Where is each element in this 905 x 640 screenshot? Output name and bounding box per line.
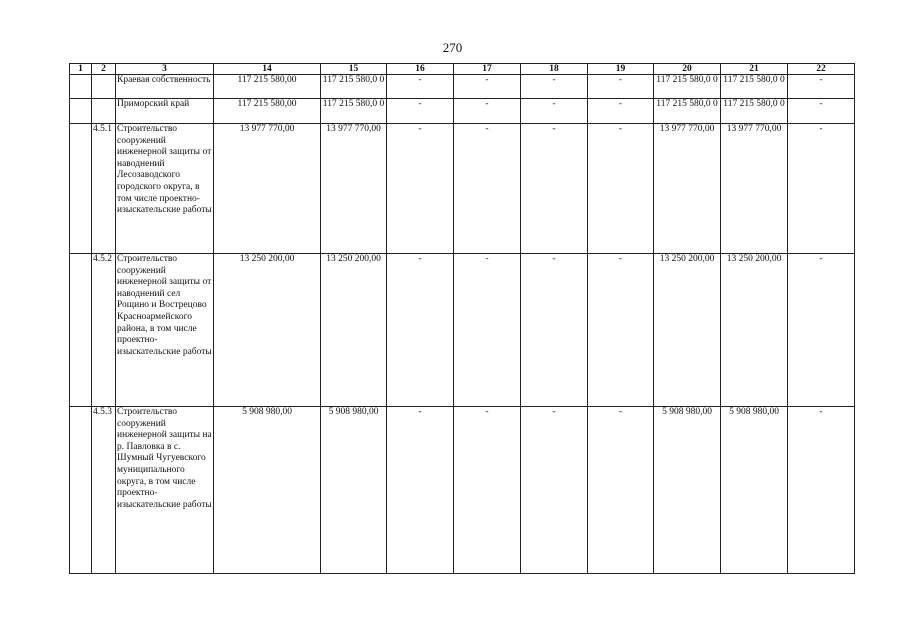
cell-21: 13 977 770,00	[721, 124, 788, 254]
cell-18: -	[521, 99, 588, 124]
cell-18: -	[521, 254, 588, 407]
cell-16: -	[387, 75, 454, 99]
header-row	[70, 64, 855, 75]
cell-17: -	[454, 124, 521, 254]
row-name: Строительство сооружений инженерной защиты на р. Павловка в с. Шумный Чугуевского муниципального округа, в том числе проектно-изыскательские работы	[116, 407, 214, 574]
cell-14: 13 250 200,00	[214, 254, 321, 407]
cell-19: -	[588, 124, 654, 254]
col-header: 18	[521, 64, 588, 75]
cell-16: -	[387, 254, 454, 407]
cell-15: 117 215 580,0 0	[321, 75, 387, 99]
col-header: 1	[70, 64, 92, 75]
cell-20: 13 250 200,00	[654, 254, 721, 407]
cell-21: 117 215 580,0 0	[721, 75, 788, 99]
row-code: 4.5.2	[92, 254, 116, 407]
table-row	[70, 407, 855, 574]
col-header: 20	[654, 64, 721, 75]
cell-17: -	[454, 99, 521, 124]
cell-14: 117 215 580,00	[214, 75, 321, 99]
row-index-cell	[70, 124, 92, 254]
row-index-cell	[70, 75, 92, 99]
cell-16: -	[387, 407, 454, 574]
cell-19: -	[588, 254, 654, 407]
row-code	[92, 99, 116, 124]
col-header: 14	[214, 64, 321, 75]
col-header: 22	[788, 64, 855, 75]
col-header: 21	[721, 64, 788, 75]
row-code	[92, 75, 116, 99]
cell-22: -	[788, 75, 855, 99]
page-number: 270	[442, 40, 463, 55]
cell-15: 13 977 770,00	[321, 124, 387, 254]
cell-21: 13 250 200,00	[721, 254, 788, 407]
cell-20: 117 215 580,0 0	[654, 75, 721, 99]
cell-20: 117 215 580,0 0	[654, 99, 721, 124]
row-code: 4.5.1	[92, 124, 116, 254]
row-name: Строительство сооружений инженерной защиты от наводнений сел Рощино и Вострецово Красноармейского района, в том числе проектно-изыскательские работы	[116, 254, 214, 407]
cell-21: 5 908 980,00	[721, 407, 788, 574]
cell-14: 13 977 770,00	[214, 124, 321, 254]
table-row	[70, 99, 855, 124]
cell-15: 5 908 980,00	[321, 407, 387, 574]
cell-20: 5 908 980,00	[654, 407, 721, 574]
table-row	[70, 254, 855, 407]
row-name: Строительство сооружений инженерной защиты от наводнений Лесозаводского городского округа, в том числе проектно-изыскательские работы	[116, 124, 214, 254]
col-header: 19	[588, 64, 654, 75]
cell-18: -	[521, 75, 588, 99]
row-name: Краевая собственность	[116, 75, 214, 99]
row-name: Приморский край	[116, 99, 214, 124]
cell-17: -	[454, 407, 521, 574]
table-row	[70, 124, 855, 254]
cell-20: 13 977 770,00	[654, 124, 721, 254]
cell-19: -	[588, 99, 654, 124]
cell-15: 117 215 580,0 0	[321, 99, 387, 124]
cell-16: -	[387, 124, 454, 254]
row-index-cell	[70, 99, 92, 124]
col-header: 16	[387, 64, 454, 75]
row-index-cell	[70, 254, 92, 407]
cell-22: -	[788, 99, 855, 124]
col-header: 15	[321, 64, 387, 75]
cell-19: -	[588, 75, 654, 99]
cell-18: -	[521, 407, 588, 574]
col-header: 17	[454, 64, 521, 75]
cell-22: -	[788, 254, 855, 407]
cell-14: 5 908 980,00	[214, 407, 321, 574]
cell-19: -	[588, 407, 654, 574]
cell-17: -	[454, 75, 521, 99]
cell-22: -	[788, 124, 855, 254]
cell-21: 117 215 580,0 0	[721, 99, 788, 124]
cell-18: -	[521, 124, 588, 254]
row-index-cell	[70, 407, 92, 574]
col-header: 3	[116, 64, 214, 75]
cell-17: -	[454, 254, 521, 407]
cell-22: -	[788, 407, 855, 574]
cell-15: 13 250 200,00	[321, 254, 387, 407]
budget-table	[69, 63, 855, 574]
table-row	[70, 75, 855, 99]
cell-16: -	[387, 99, 454, 124]
col-header: 2	[92, 64, 116, 75]
row-code: 4.5.3	[92, 407, 116, 574]
cell-14: 117 215 580,00	[214, 99, 321, 124]
